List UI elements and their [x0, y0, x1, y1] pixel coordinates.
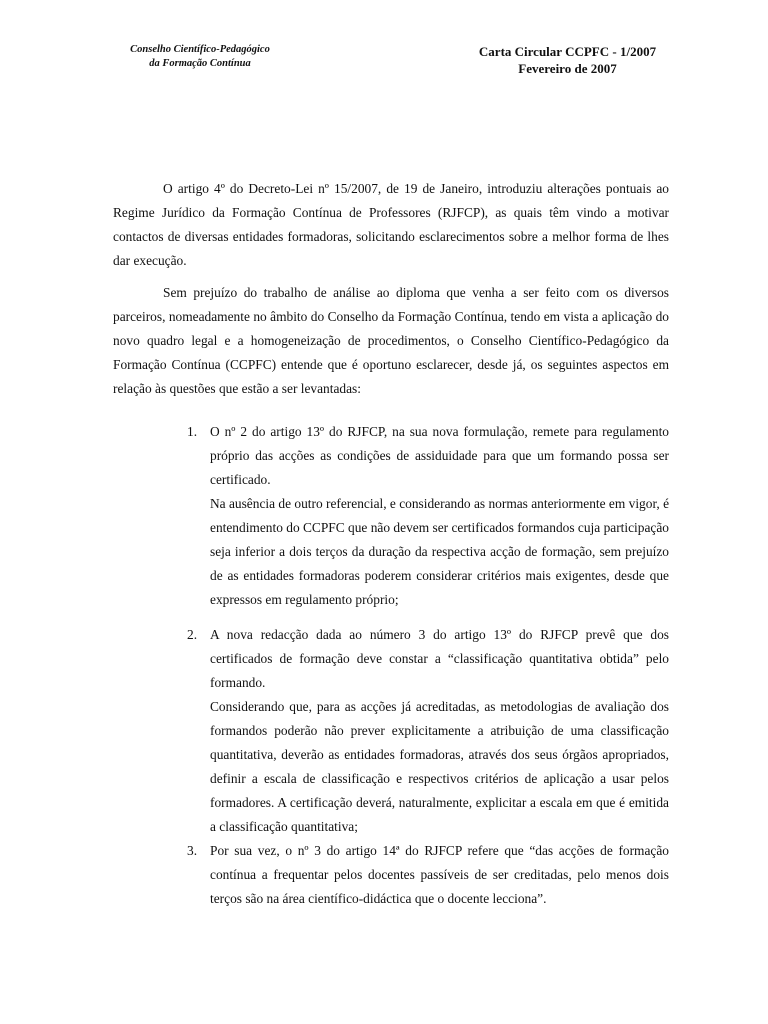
list-item-number: 1.	[187, 424, 198, 439]
list-item	[113, 420, 669, 612]
issuer-name-line1: Conselho Científico-Pedagógico	[130, 44, 270, 55]
list-item	[113, 623, 669, 839]
list-item	[113, 839, 669, 911]
list-item-text: Por sua vez, o nº 3 do artigo 14ª do RJFCP refere que “das acções de formação contínua a frequentar pelos docentes passíveis de ser creditadas, pelo menos dois terços são na área científico-didáctica que o docente lecciona”.	[210, 843, 669, 906]
document-reference-block	[455, 43, 680, 77]
paragraph-text: Sem prejuízo do trabalho de análise ao diploma que venha a ser feito com os diversos parceiros, nomeadamente no âmbito do Conselho da Formação Contínua, tendo em vista a aplicação do novo quadro legal e a homogeneização de procedimentos, o Conselho Científico-Pedagógico da Formação Contínua (CCPFC) entende que é oportuno esclarecer, desde já, os seguintes aspectos em relação às questões que estão a ser levantadas:	[113, 285, 669, 396]
list-item-text: A nova redacção dada ao número 3 do artigo 13º do RJFCP prevê que dos certificados de formação deve constar a “classificação quantitativa obtida” pelo formando.	[210, 627, 669, 690]
clarifications-list	[113, 420, 669, 911]
list-item-text: Na ausência de outro referencial, e considerando as normas anteriormente em vigor, é entendimento do CCPFC que não devem ser certificados formandos cuja participação seja inferior a dois terços da duração da respectiva acção de formação, sem prejuízo de as entidades formadoras poderem considerar critérios mais exigentes, desde que expressos em regulamento próprio;	[210, 496, 670, 607]
list-item-text: O nº 2 do artigo 13º do RJFCP, na sua nova formulação, remete para regulamento próprio das acções as condições de assiduidade para que um formando possa ser certificado.	[210, 424, 669, 487]
issuer-block	[100, 43, 300, 71]
paragraph-text: O artigo 4º do Decreto-Lei nº 15/2007, de 19 de Janeiro, introduziu alterações pontuais ao Regime Jurídico da Formação Contínua de Professores (RJFCP), as quais têm vindo a motivar contactos de diversas entidades formadoras, solicitando esclarecimentos sobre a melhor forma de lhes dar execução.	[113, 181, 669, 268]
issuer-name-line2: da Formação Contínua	[149, 58, 251, 69]
intro-paragraph	[113, 177, 669, 273]
list-item-text: Considerando que, para as acções já acreditadas, as metodologias de avaliação dos formandos poderão não prever explicitamente a atribuição de uma classificação quantitativa, deverão as entidades formadoras, através dos seus órgãos apropriados, definir a escala de classificação e respectivos critérios de aplicação a usar pelos formadores. A certificação deverá, naturalmente, explicitar a escala em que é emitida a classificação quantitativa;	[210, 699, 669, 834]
list-item-number: 3.	[187, 843, 198, 858]
document-date: Fevereiro de 2007	[518, 61, 617, 76]
document-title: Carta Circular CCPFC - 1/2007	[478, 44, 657, 59]
list-item-number: 2.	[187, 627, 198, 642]
context-paragraph	[113, 281, 669, 401]
